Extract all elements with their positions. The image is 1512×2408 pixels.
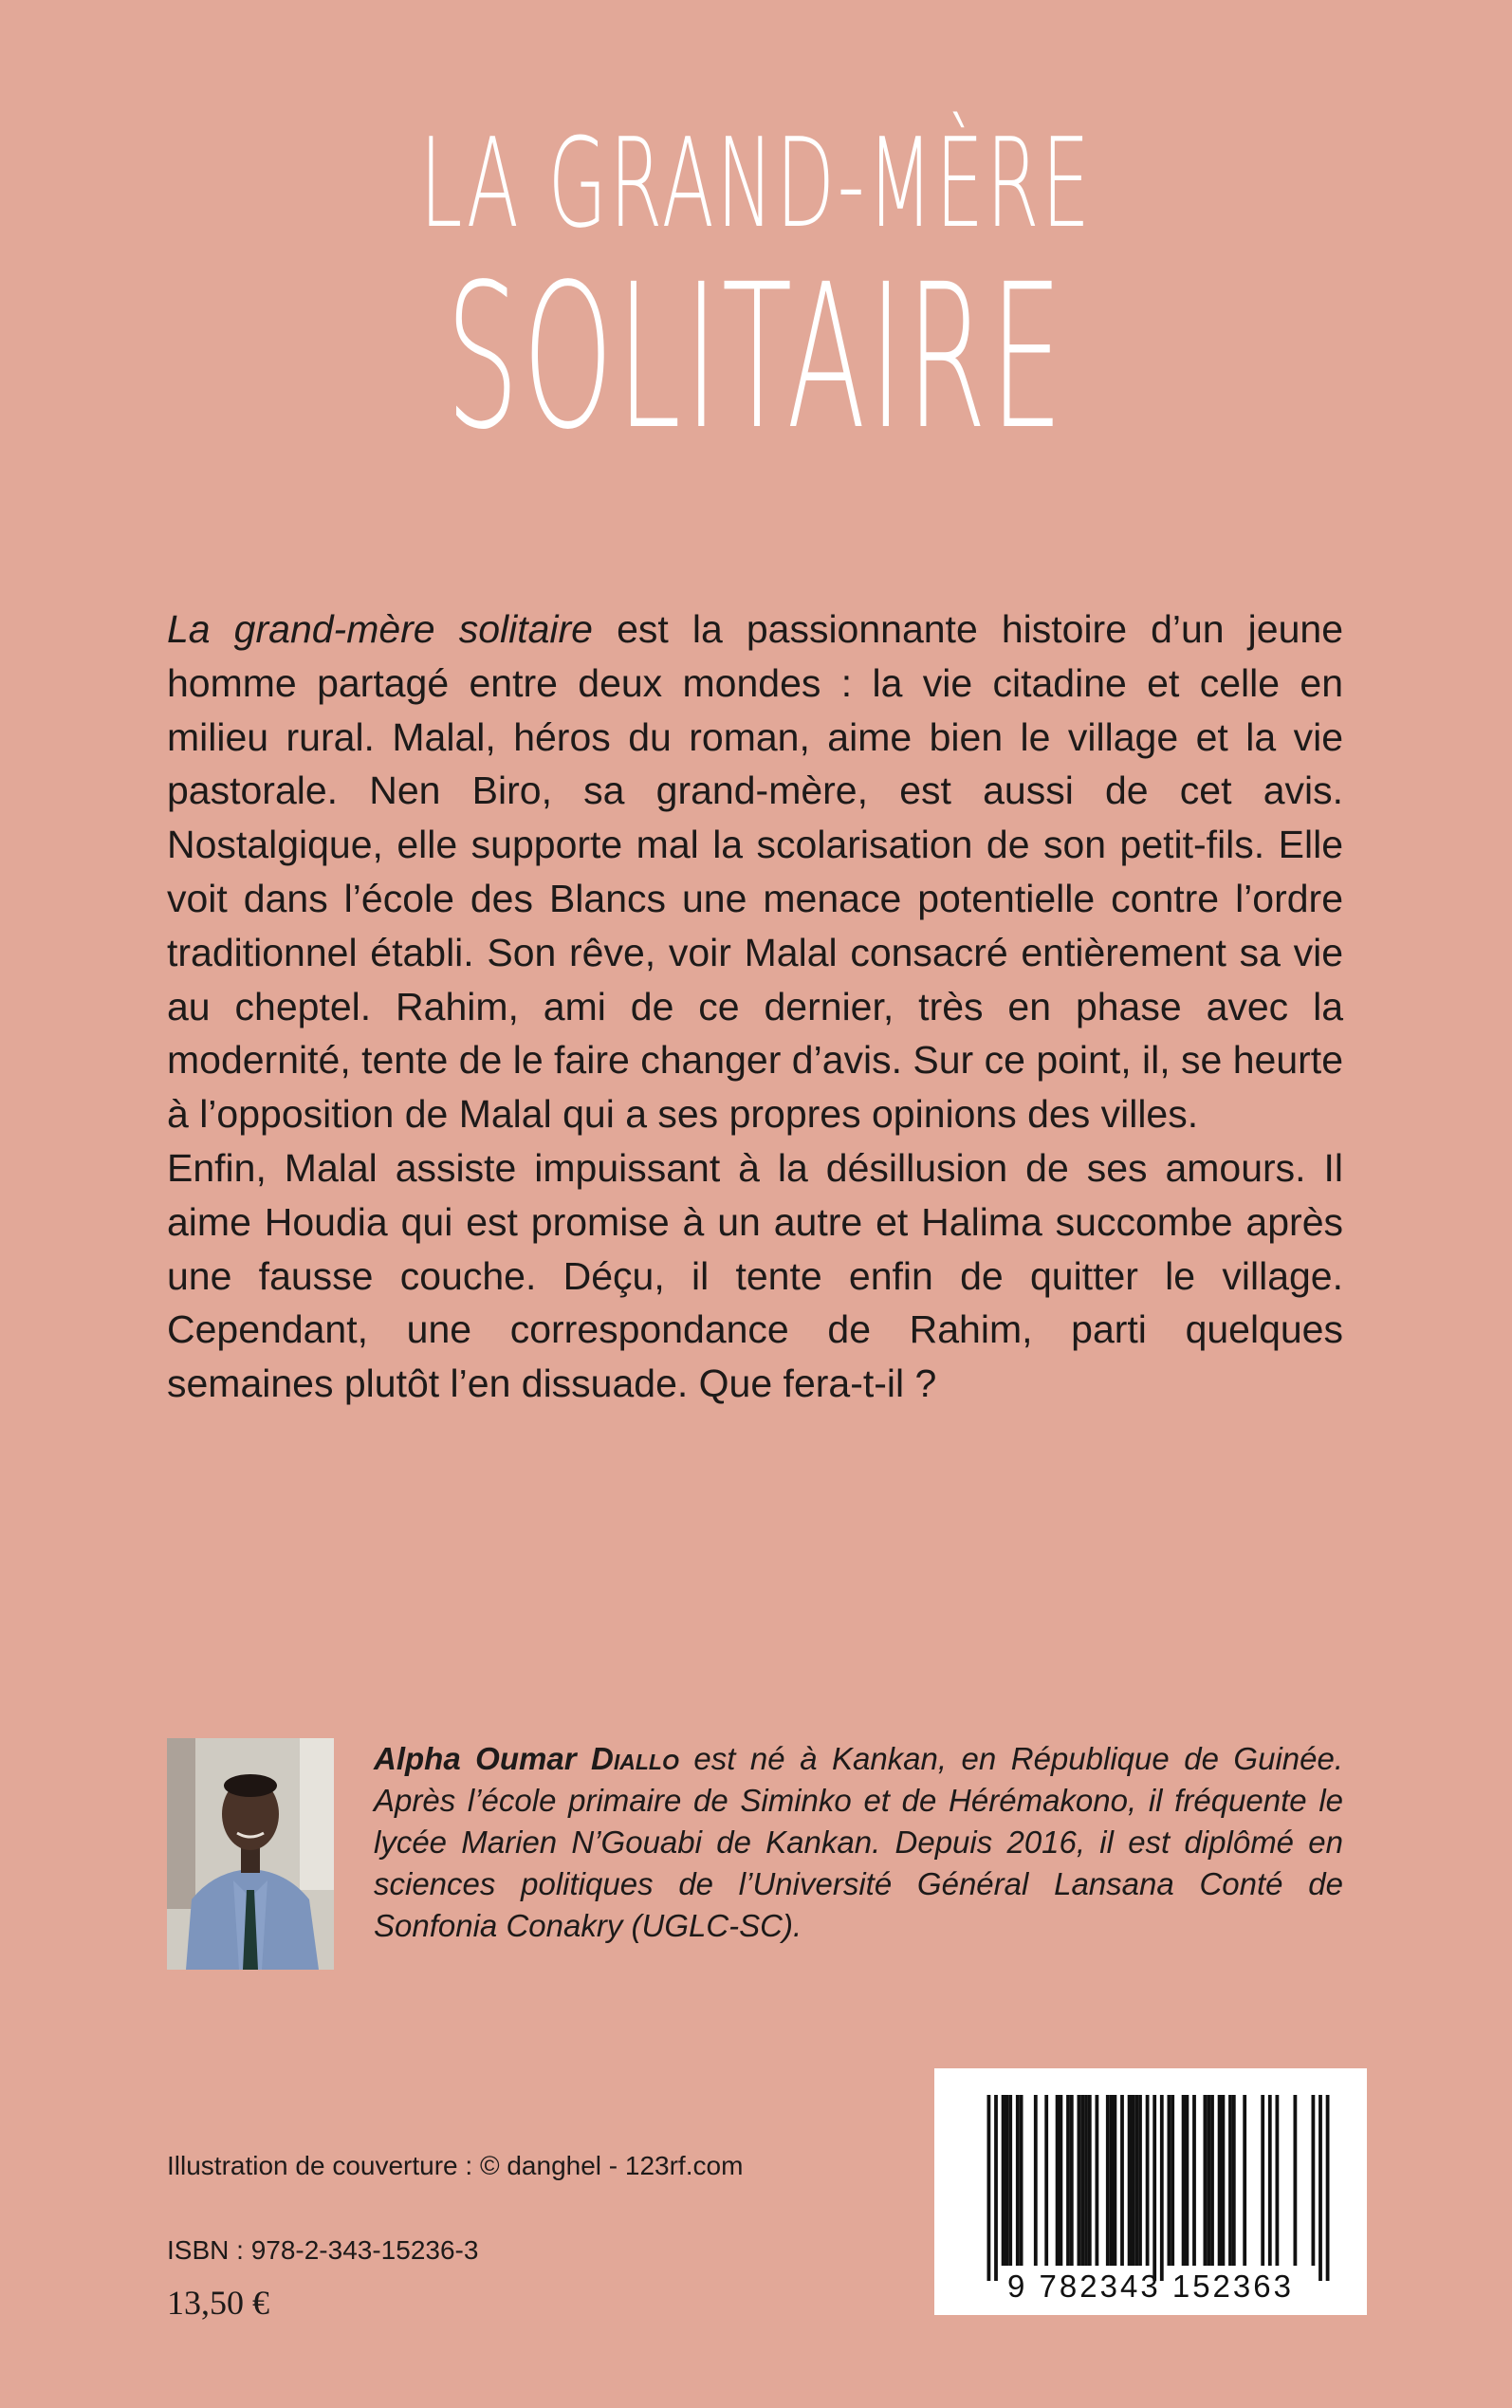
barcode-bar xyxy=(1088,2095,1092,2266)
barcode-bar xyxy=(1084,2095,1088,2266)
barcode-bar xyxy=(1110,2095,1114,2266)
barcode xyxy=(934,2068,1367,2315)
barcode-bar xyxy=(1016,2095,1020,2266)
barcode-bar xyxy=(1318,2095,1322,2281)
barcode-bar xyxy=(1222,2095,1226,2266)
blurb-paragraph-1-text: est la passionnante histoire d’un jeune homme partagé entre deux mondes : la vie citadine et celle en milieu rural. Malal, héros du roman, aime bien le village et la vie pastorale. Nen Biro, sa grand-mère, est aussi de cet avis. Nostalgique, elle supporte mal la scolarisation de son petit-fils. Elle voit dans l’école des Blancs une menace potentielle contre l’ordre traditionnel établi. Son rêve, voir Malal consacré entièrement sa vie au cheptel. Rahim, ami de ce dernier, très en phase avec la modernité, tente de le faire changer d’avis. Sur ce point, il, se heurte à l’opposition de Malal qui a ses propres opinions des villes. xyxy=(167,607,1344,1137)
barcode-digits: 9 782343 152363 xyxy=(1007,2269,1294,2304)
author-bio-text: est né à Kankan, en République de Guinée. Après l’école primaire de Siminko et de Hérémakono, il fréquente le lycée Marien N’Gouabi de Kankan. Depuis 2016, il est diplômé en sciences politiques de l’Université Général Lansana Conté de Sonfonia Conakry (UGLC-SC). xyxy=(374,1741,1344,1943)
barcode-bar xyxy=(1066,2095,1070,2266)
barcode-bar xyxy=(1192,2095,1196,2266)
barcode-bar xyxy=(1080,2095,1084,2266)
barcode-bar xyxy=(1207,2095,1210,2266)
barcode-bar xyxy=(1020,2095,1023,2266)
barcode-bar xyxy=(1218,2095,1222,2266)
barcode-bar xyxy=(1096,2095,1099,2266)
barcode-bar xyxy=(1276,2095,1280,2266)
barcode-bar xyxy=(1294,2095,1298,2266)
barcode-bar xyxy=(1132,2095,1135,2266)
barcode-bar xyxy=(1243,2095,1246,2266)
barcode-bar xyxy=(1160,2095,1164,2281)
blurb-book-title: La grand-mère solitaire xyxy=(167,607,593,651)
barcode-bar xyxy=(1106,2095,1110,2266)
barcode-bar xyxy=(1034,2095,1038,2266)
barcode-bar xyxy=(1078,2095,1081,2266)
blurb-paragraph-2: Enfin, Malal assiste impuissant à la désillusion de ses amours. Il aime Houdia qui est promise à un autre et Halima succombe après une fausse couche. Déçu, il tente enfin de quitter le village. Cependant, une correspondance de Rahim, parti quelques semaines plutôt l’en dissuade. Que fera-t-il ? xyxy=(167,1145,1343,1406)
barcode-bar xyxy=(1008,2095,1012,2266)
barcode-bar xyxy=(1134,2095,1138,2266)
isbn: ISBN : 978-2-343-15236-3 xyxy=(167,2235,479,2265)
barcode-bar xyxy=(1044,2095,1048,2266)
back-cover-blurb xyxy=(167,602,1343,1411)
barcode-bar xyxy=(987,2095,991,2281)
barcode-bar xyxy=(1056,2095,1060,2266)
barcode-bar xyxy=(1326,2095,1330,2281)
barcode-bar xyxy=(1232,2095,1236,2266)
barcode-bar xyxy=(1060,2095,1063,2266)
barcode-bar xyxy=(1005,2095,1009,2266)
price: 13,50 € xyxy=(167,2284,269,2322)
barcode-bar xyxy=(1268,2095,1272,2266)
barcode-bar xyxy=(1120,2095,1124,2266)
barcode-bar xyxy=(1070,2095,1074,2266)
book-title-line1: LA GRAND-MÈRE xyxy=(419,111,1093,255)
barcode-bar xyxy=(1261,2095,1264,2266)
barcode-bar xyxy=(1114,2095,1117,2266)
barcode-bar xyxy=(1210,2095,1214,2266)
barcode-bar xyxy=(1171,2095,1174,2266)
barcode-bar xyxy=(1168,2095,1171,2266)
author-surname: Diallo xyxy=(591,1741,679,1776)
author-first-names: Alpha Oumar xyxy=(374,1741,577,1776)
barcode-bar xyxy=(1186,2095,1189,2266)
barcode-bar xyxy=(1128,2095,1132,2266)
barcode-bar xyxy=(1138,2095,1142,2266)
author-photo xyxy=(167,1738,334,1970)
barcode-bar xyxy=(1002,2095,1005,2266)
blurb-paragraph-1 xyxy=(167,602,1343,1141)
barcode-bar xyxy=(1146,2095,1150,2266)
barcode-bar xyxy=(994,2095,998,2281)
barcode-bar xyxy=(1182,2095,1186,2266)
illustration-credit: Illustration de couverture : © danghel - 123rf.com xyxy=(167,2151,744,2180)
barcode-bar xyxy=(1228,2095,1232,2266)
author-bio xyxy=(374,1738,1343,1947)
barcode-bar xyxy=(1204,2095,1208,2266)
book-title-line2: SOLITAIRE xyxy=(445,241,1067,473)
barcode-bar xyxy=(1312,2095,1316,2266)
barcode-bar xyxy=(1152,2095,1156,2281)
